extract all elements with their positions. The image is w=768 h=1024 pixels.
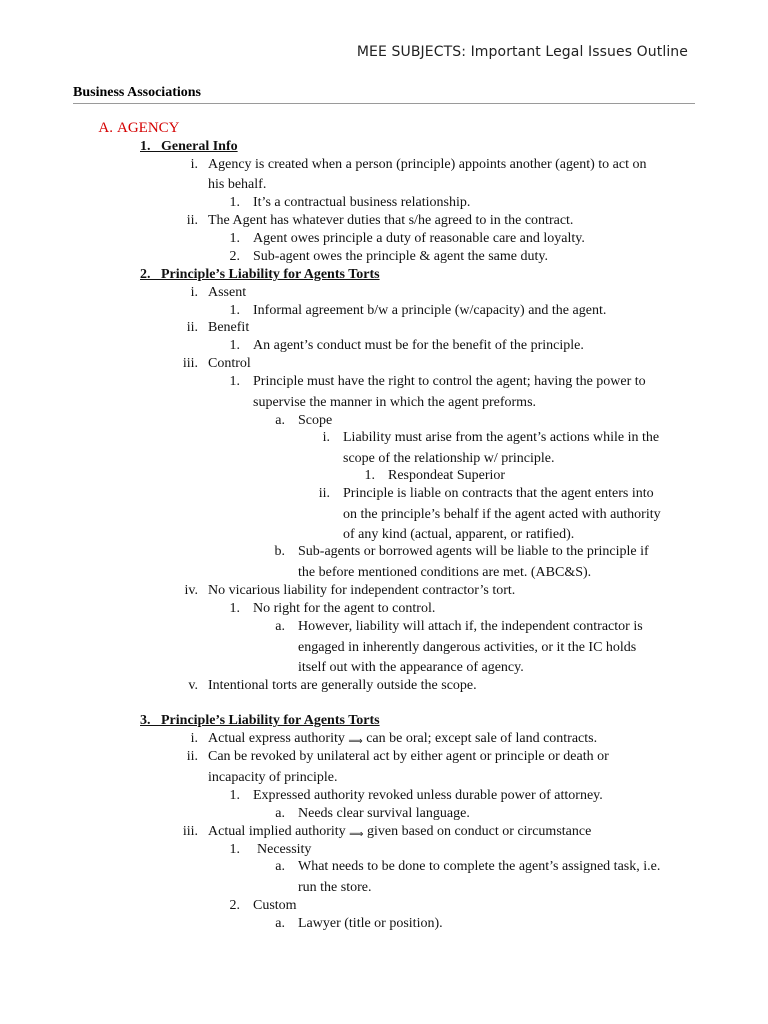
outline-text: Intentional torts are generally outside the scope. (208, 678, 477, 693)
outline-marker: i. (190, 731, 198, 746)
outline-text: Principle must have the right to control the agent; having the power to (253, 374, 646, 389)
outline-text: Informal agreement b/w a principle (w/capacity) and the agent. (253, 303, 607, 318)
outline-text: No right for the agent to control. (253, 601, 436, 616)
outline-marker: a. (275, 806, 285, 821)
outline-marker: 1. (229, 374, 240, 389)
outline-text-part: can be oral; except sale of land contracts. (366, 731, 598, 746)
outline-item-continuation: engaged in inherently dangerous activities, or it the IC holds (298, 640, 637, 655)
outline-text: Necessity (257, 842, 312, 857)
outline-text: It’s a contractual business relationship. (253, 195, 471, 210)
outline-marker: 1. (140, 139, 151, 154)
outline-text: Lawyer (title or position). (298, 916, 443, 931)
outline-marker: ii. (186, 749, 198, 764)
outline-item-continuation: the before mentioned conditions are met. (ABC&S). (298, 565, 592, 580)
outline-text: General Info (161, 139, 238, 154)
outline-text: Control (208, 356, 251, 371)
outline-marker: v. (188, 678, 198, 693)
outline-marker: iii. (182, 824, 198, 839)
outline-marker: a. (275, 413, 285, 428)
outline-marker: ii. (186, 213, 198, 228)
outline-marker: a. (275, 916, 285, 931)
outline-text-part: Actual implied authority (208, 824, 346, 839)
section-heading: Business Associations (73, 85, 201, 100)
outline-text: Benefit (208, 320, 250, 335)
outline-marker: i. (322, 430, 330, 445)
outline-item-continuation: supervise the manner in which the agent preforms. (253, 395, 537, 410)
outline-text: AGENCY (117, 120, 180, 136)
outline-marker: 1. (229, 195, 240, 210)
outline-marker: 3. (140, 713, 151, 728)
outline-text: Agency is created when a person (principle) appoints another (agent) to act on (208, 157, 647, 172)
outline-marker: 1. (229, 842, 240, 857)
section-divider (73, 103, 695, 104)
outline-text: The Agent has whatever duties that s/he agreed to in the contract. (208, 213, 574, 228)
outline-marker: iv. (184, 583, 198, 598)
outline-subheading (140, 266, 380, 283)
outline-subheading (140, 138, 238, 155)
outline-marker: b. (274, 544, 285, 559)
outline-marker: ii. (318, 486, 330, 501)
outline-text: An agent’s conduct must be for the benefit of the principle. (253, 338, 584, 353)
outline-marker: a. (275, 859, 285, 874)
outline-text: Sub-agents or borrowed agents will be liable to the principle if (298, 544, 649, 559)
outline-text (208, 823, 591, 843)
outline-text: However, liability will attach if, the independent contractor is (298, 619, 643, 634)
outline-marker: 1. (229, 231, 240, 246)
outline-text-part: given based on conduct or circumstance (366, 824, 592, 839)
outline-item-continuation: scope of the relationship w/ principle. (343, 451, 555, 466)
outline-text: Expressed authority revoked unless durable power of attorney. (253, 788, 603, 803)
outline-text: Scope (298, 413, 333, 428)
outline-item-continuation: incapacity of principle. (208, 770, 338, 785)
outline-text: Custom (253, 898, 297, 913)
outline-item-continuation: of any kind (actual, apparent, or ratified). (343, 527, 575, 542)
outline-marker: 1. (229, 601, 240, 616)
outline-text: Sub-agent owes the principle & agent the same duty. (253, 249, 548, 264)
outline-marker: A. (98, 120, 113, 136)
outline-text: Principle is liable on contracts that the agent enters into (343, 486, 654, 501)
outline-text: What needs to be done to complete the agent’s assigned task, i.e. (298, 859, 661, 874)
outline-marker: 2. (229, 249, 240, 264)
outline-item-continuation: his behalf. (208, 177, 267, 192)
outline-marker: 2. (140, 267, 151, 282)
outline-text: Liability must arise from the agent’s actions while in the (343, 430, 660, 445)
outline-marker: i. (190, 285, 198, 300)
outline-text: Principle’s Liability for Agents Torts (161, 713, 380, 728)
outline-marker: i. (190, 157, 198, 172)
outline-marker: 1. (229, 303, 240, 318)
outline-text: No vicarious liability for independent contractor’s tort. (208, 583, 516, 598)
outline-text: Respondeat Superior (388, 468, 506, 483)
outline-marker: 1. (229, 788, 240, 803)
outline-marker: a. (275, 619, 285, 634)
outline-text: Principle’s Liability for Agents Torts (161, 267, 380, 282)
outline-marker: iii. (182, 356, 198, 371)
implies-arrow-icon: ⟹ (349, 829, 364, 840)
outline-item-continuation: itself out with the appearance of agency. (298, 660, 524, 675)
outline-item-continuation: run the store. (298, 880, 372, 895)
outline-text-part: Actual express authority (208, 731, 345, 746)
outline-text: Assent (208, 285, 247, 300)
outline-marker: ii. (186, 320, 198, 335)
outline-text: Agent owes principle a duty of reasonable care and loyalty. (253, 231, 585, 246)
outline-text: Can be revoked by unilateral act by either agent or principle or death or (208, 749, 609, 764)
outline-marker: 1. (229, 338, 240, 353)
implies-arrow-icon: ⟹ (348, 736, 363, 747)
outline-marker: 2. (229, 898, 240, 913)
page-header: MEE SUBJECTS: Important Legal Issues Outline (356, 44, 688, 60)
outline-marker: 1. (364, 468, 375, 483)
outline-text: Needs clear survival language. (298, 806, 470, 821)
outline-text (208, 730, 597, 750)
outline-item-continuation: on the principle’s behalf if the agent acted with authority (343, 507, 661, 522)
outline-subheading (140, 712, 380, 729)
